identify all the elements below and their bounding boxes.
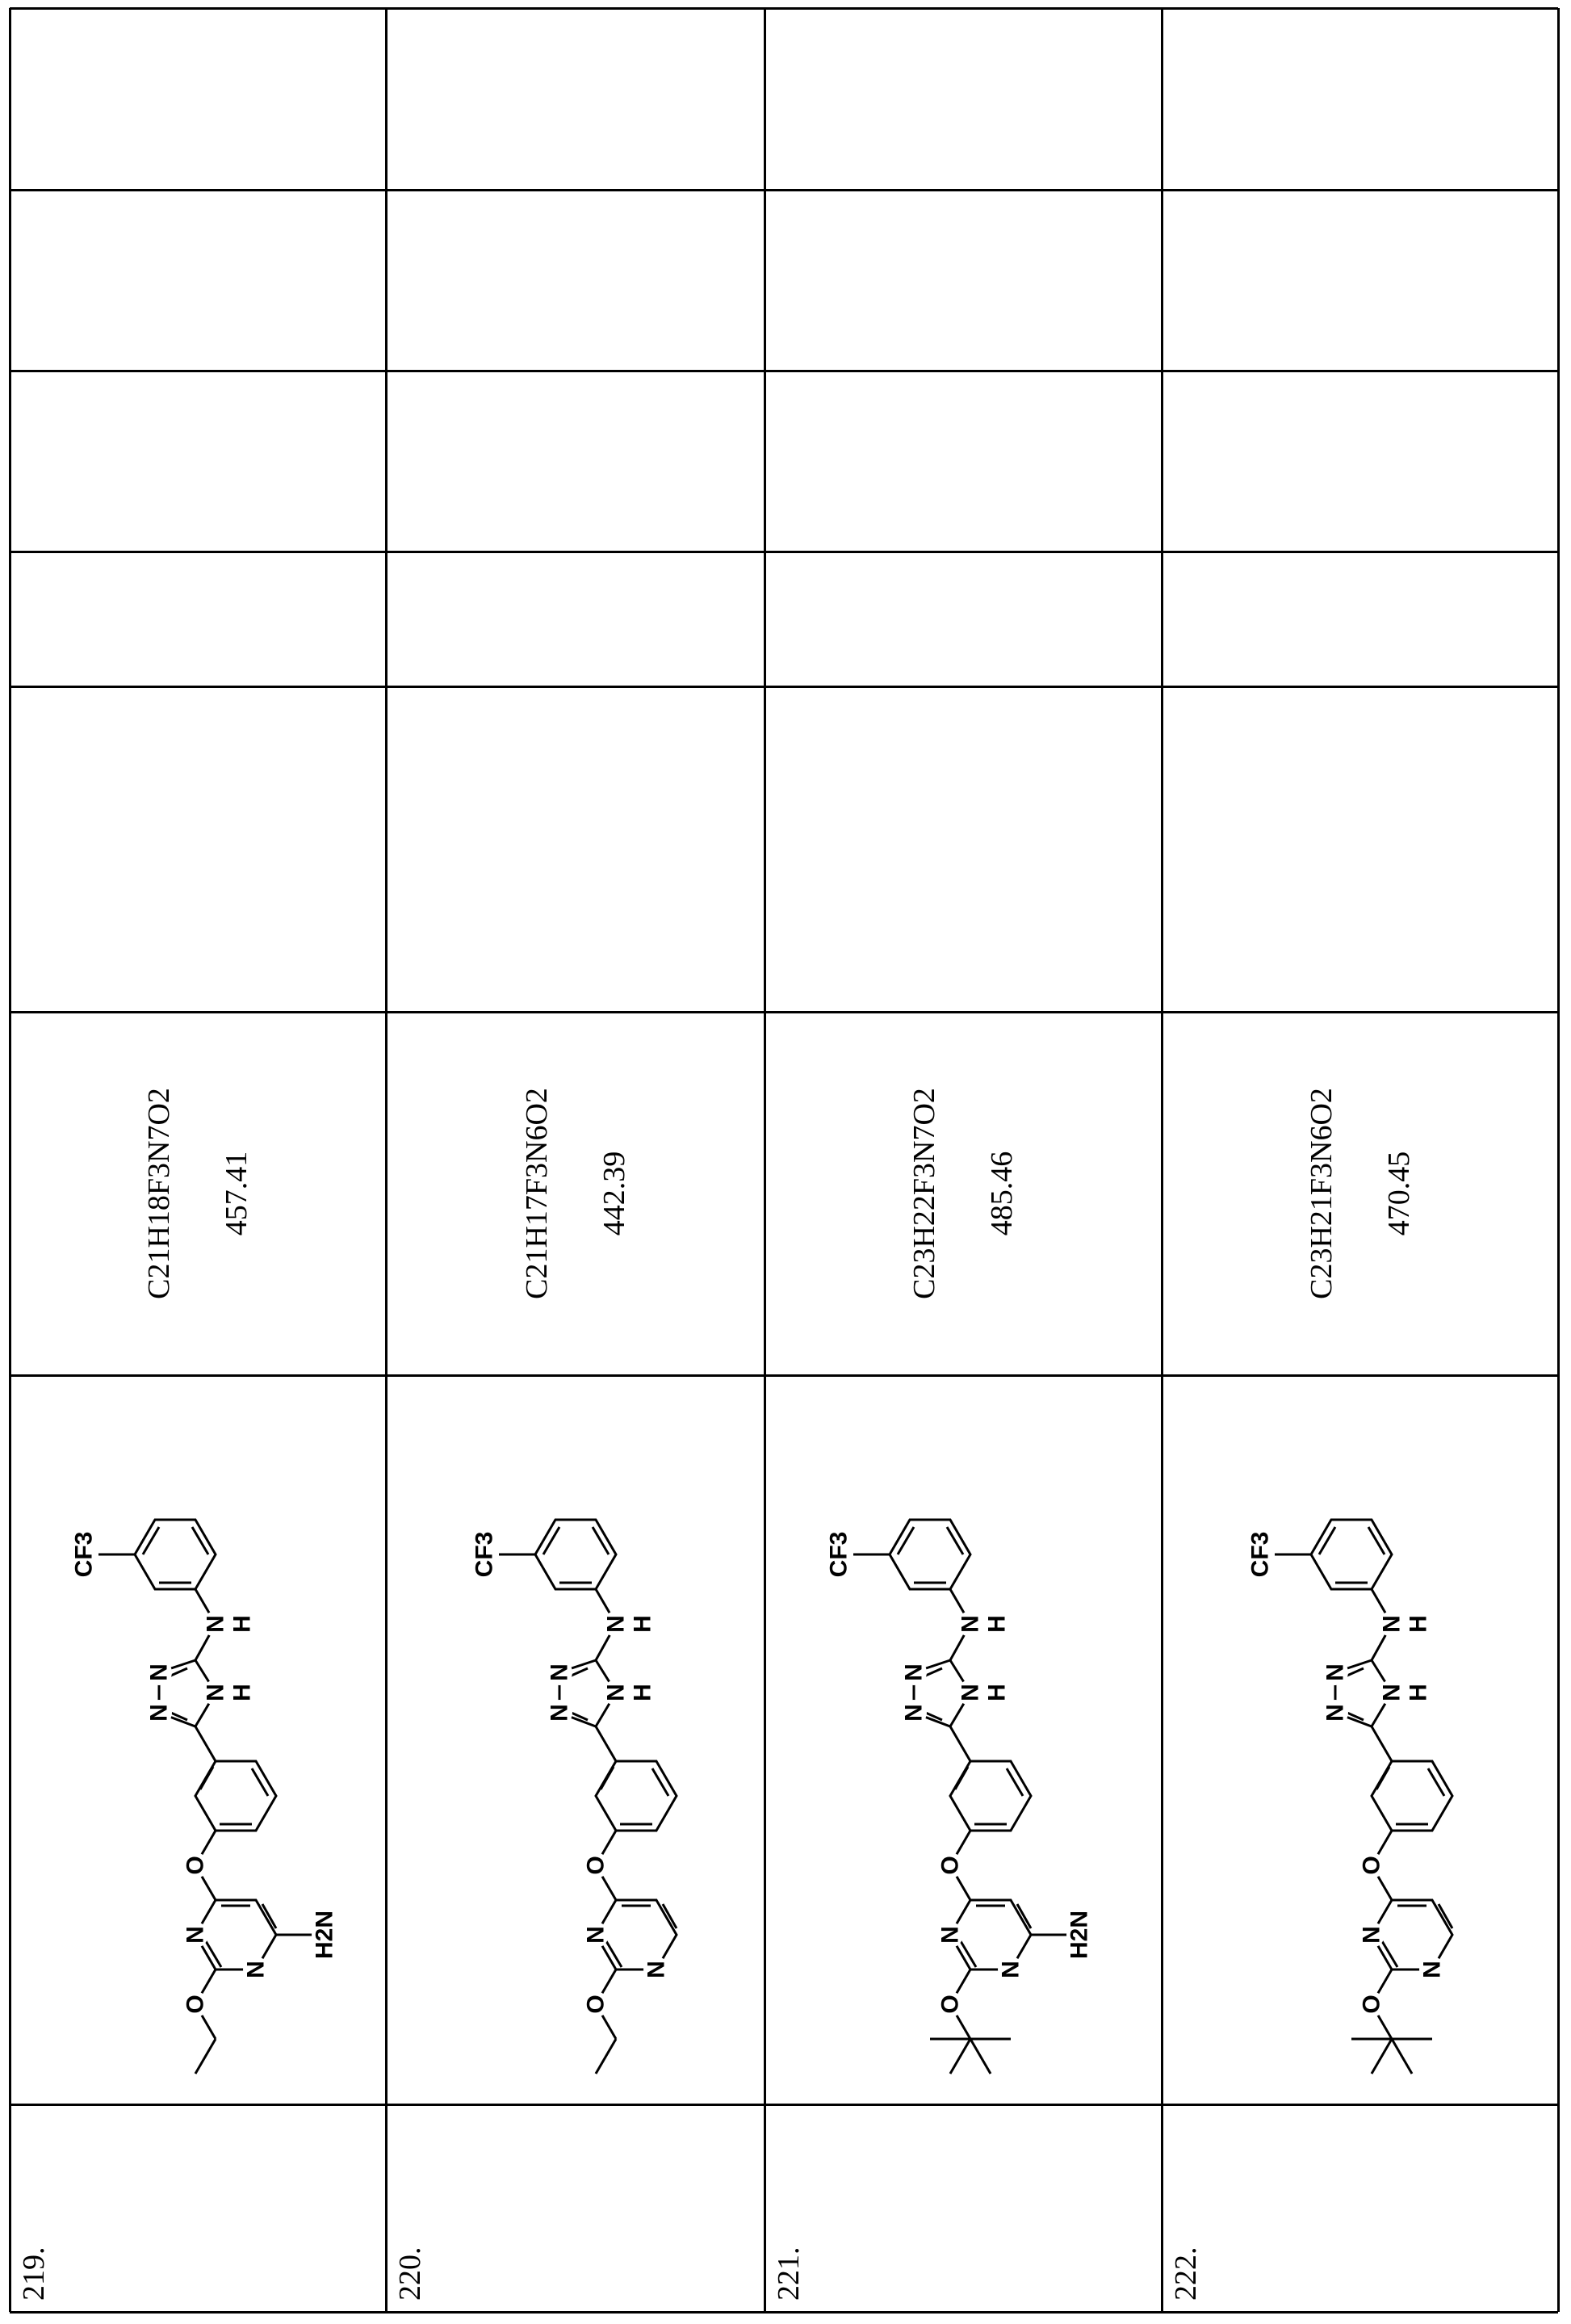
phenyl-ring — [596, 1761, 677, 1831]
empty-cell — [10, 552, 386, 686]
bond — [543, 1527, 559, 1554]
atom-n: N — [603, 1615, 630, 1633]
phenyl-ring — [890, 1520, 970, 1589]
compound-number-cell — [1162, 2104, 1558, 2312]
atom-n: N — [1379, 1615, 1406, 1633]
bond — [1392, 2039, 1412, 2074]
compound-number: 221. — [771, 2247, 806, 2301]
phenyl-ring — [135, 1520, 216, 1589]
empty-cell — [386, 686, 765, 1012]
atom-n: N — [583, 1926, 610, 1944]
bond — [593, 1527, 609, 1554]
bond — [947, 1527, 963, 1554]
bond — [1319, 1527, 1335, 1554]
atom-n: N — [182, 1926, 209, 1944]
phenyl-ring — [1311, 1520, 1392, 1589]
phenyl-ring — [1372, 1761, 1452, 1831]
empty-cell — [1162, 190, 1558, 371]
atom-n: N — [1359, 1926, 1385, 1944]
bond — [955, 1767, 968, 1789]
empty-cell — [765, 8, 1162, 190]
atom-n: N — [1419, 1961, 1446, 1978]
empty-cell — [765, 190, 1162, 371]
atom-n: N — [146, 1704, 173, 1722]
molecular-formula: C23H22F3N7O2 — [886, 1088, 963, 1299]
chemical-structure — [10, 1375, 386, 2104]
atom-nh2: H2N — [1066, 1911, 1093, 1959]
bond — [950, 1726, 970, 1761]
atom-n: N — [603, 1684, 630, 1701]
compound-number-cell — [10, 2104, 386, 2312]
empty-cell — [10, 190, 386, 371]
bond — [596, 2039, 616, 2074]
atom-h: H — [1406, 1615, 1432, 1633]
atom-o: O — [583, 1856, 610, 1874]
bond — [652, 1768, 668, 1796]
empty-cell — [386, 552, 765, 686]
atom-o: O — [182, 1856, 209, 1874]
atom-cf3: CF3 — [71, 1532, 98, 1578]
empty-cell — [765, 552, 1162, 686]
atom-n: N — [547, 1704, 573, 1722]
molecular-weight: 470.45 — [1360, 1088, 1438, 1299]
phenyl-ring — [950, 1761, 1031, 1831]
molecular-weight: 485.46 — [963, 1088, 1041, 1299]
atom-n: N — [957, 1684, 984, 1701]
phenyl-ring — [535, 1520, 616, 1589]
atom-o: O — [937, 1995, 964, 2013]
compound-number-cell — [386, 2104, 765, 2312]
empty-cell — [1162, 552, 1558, 686]
formula-cell — [10, 1012, 386, 1375]
empty-cell — [1162, 8, 1558, 190]
atom-h: H — [229, 1684, 256, 1701]
bond — [898, 1527, 914, 1554]
formula-cell — [765, 1012, 1162, 1375]
bond — [192, 1527, 208, 1554]
bond — [1428, 1768, 1444, 1796]
structure-cell — [386, 1375, 765, 2104]
bond — [1372, 1726, 1392, 1761]
empty-cell — [386, 190, 765, 371]
atom-n: N — [243, 1961, 270, 1978]
molecular-formula: C21H18F3N7O2 — [120, 1088, 198, 1299]
bond — [961, 1941, 976, 1967]
atom-o: O — [1359, 1856, 1385, 1874]
structure-cell — [10, 1375, 386, 2104]
atom-h: H — [1406, 1684, 1432, 1701]
empty-cell — [765, 371, 1162, 552]
bond — [195, 1726, 216, 1761]
atom-n: N — [643, 1961, 670, 1978]
atom-n: N — [203, 1684, 229, 1701]
empty-cell — [10, 686, 386, 1012]
molecular-formula: C23H21F3N6O2 — [1283, 1088, 1360, 1299]
bond — [596, 1726, 616, 1761]
compound-number: 222. — [1168, 2247, 1204, 2301]
bond — [601, 1767, 614, 1789]
bond — [970, 2039, 991, 2074]
atom-n: N — [146, 1663, 173, 1681]
atom-n: N — [1322, 1704, 1349, 1722]
compound-number: 220. — [392, 2247, 428, 2301]
atom-o: O — [1359, 1995, 1385, 2013]
empty-cell — [386, 371, 765, 552]
bond — [606, 1941, 622, 1967]
atom-o: O — [182, 1995, 209, 2013]
atom-h: H — [984, 1615, 1011, 1633]
bond — [1007, 1768, 1023, 1796]
empty-cell — [10, 371, 386, 552]
chemical-structure — [1162, 1375, 1558, 2104]
bond — [1368, 1527, 1385, 1554]
empty-cell — [765, 686, 1162, 1012]
atom-n: N — [998, 1961, 1024, 1978]
atom-n: N — [1322, 1663, 1349, 1681]
empty-cell — [10, 8, 386, 190]
atom-h: H — [229, 1615, 256, 1633]
bond — [1372, 2039, 1392, 2074]
bond — [1376, 1767, 1389, 1789]
empty-cell — [1162, 686, 1558, 1012]
structure-cell — [765, 1375, 1162, 2104]
bond — [143, 1527, 159, 1554]
atom-n: N — [901, 1663, 928, 1681]
formula-cell — [386, 1012, 765, 1375]
phenyl-ring — [195, 1761, 276, 1831]
atom-cf3: CF3 — [826, 1532, 853, 1578]
compound-number-cell — [765, 2104, 1162, 2312]
atom-cf3: CF3 — [1247, 1532, 1274, 1578]
atom-n: N — [203, 1615, 229, 1633]
structure-cell — [1162, 1375, 1558, 2104]
bond — [252, 1768, 268, 1796]
atom-h: H — [630, 1684, 656, 1701]
molecular-formula: C21H17F3N6O2 — [498, 1088, 576, 1299]
empty-cell — [1162, 371, 1558, 552]
atom-nh2: H2N — [312, 1911, 338, 1959]
formula-cell — [1162, 1012, 1558, 1375]
bond — [206, 1941, 221, 1967]
chemical-structure — [765, 1375, 1162, 2104]
bond — [200, 1767, 213, 1789]
empty-cell — [386, 8, 765, 190]
atom-n: N — [901, 1704, 928, 1722]
atom-n: N — [937, 1926, 964, 1944]
atom-cf3: CF3 — [471, 1532, 498, 1578]
atom-o: O — [937, 1856, 964, 1874]
bond — [195, 2039, 216, 2074]
chemical-structure — [386, 1375, 765, 2104]
atom-o: O — [583, 1995, 610, 2013]
bond — [1382, 1941, 1397, 1967]
atom-h: H — [630, 1615, 656, 1633]
compound-number: 219. — [16, 2247, 52, 2301]
bond — [950, 2039, 970, 2074]
atom-h: H — [984, 1684, 1011, 1701]
molecular-weight: 457.41 — [198, 1088, 275, 1299]
molecular-weight: 442.39 — [576, 1088, 653, 1299]
atom-n: N — [547, 1663, 573, 1681]
atom-n: N — [1379, 1684, 1406, 1701]
atom-n: N — [957, 1615, 984, 1633]
